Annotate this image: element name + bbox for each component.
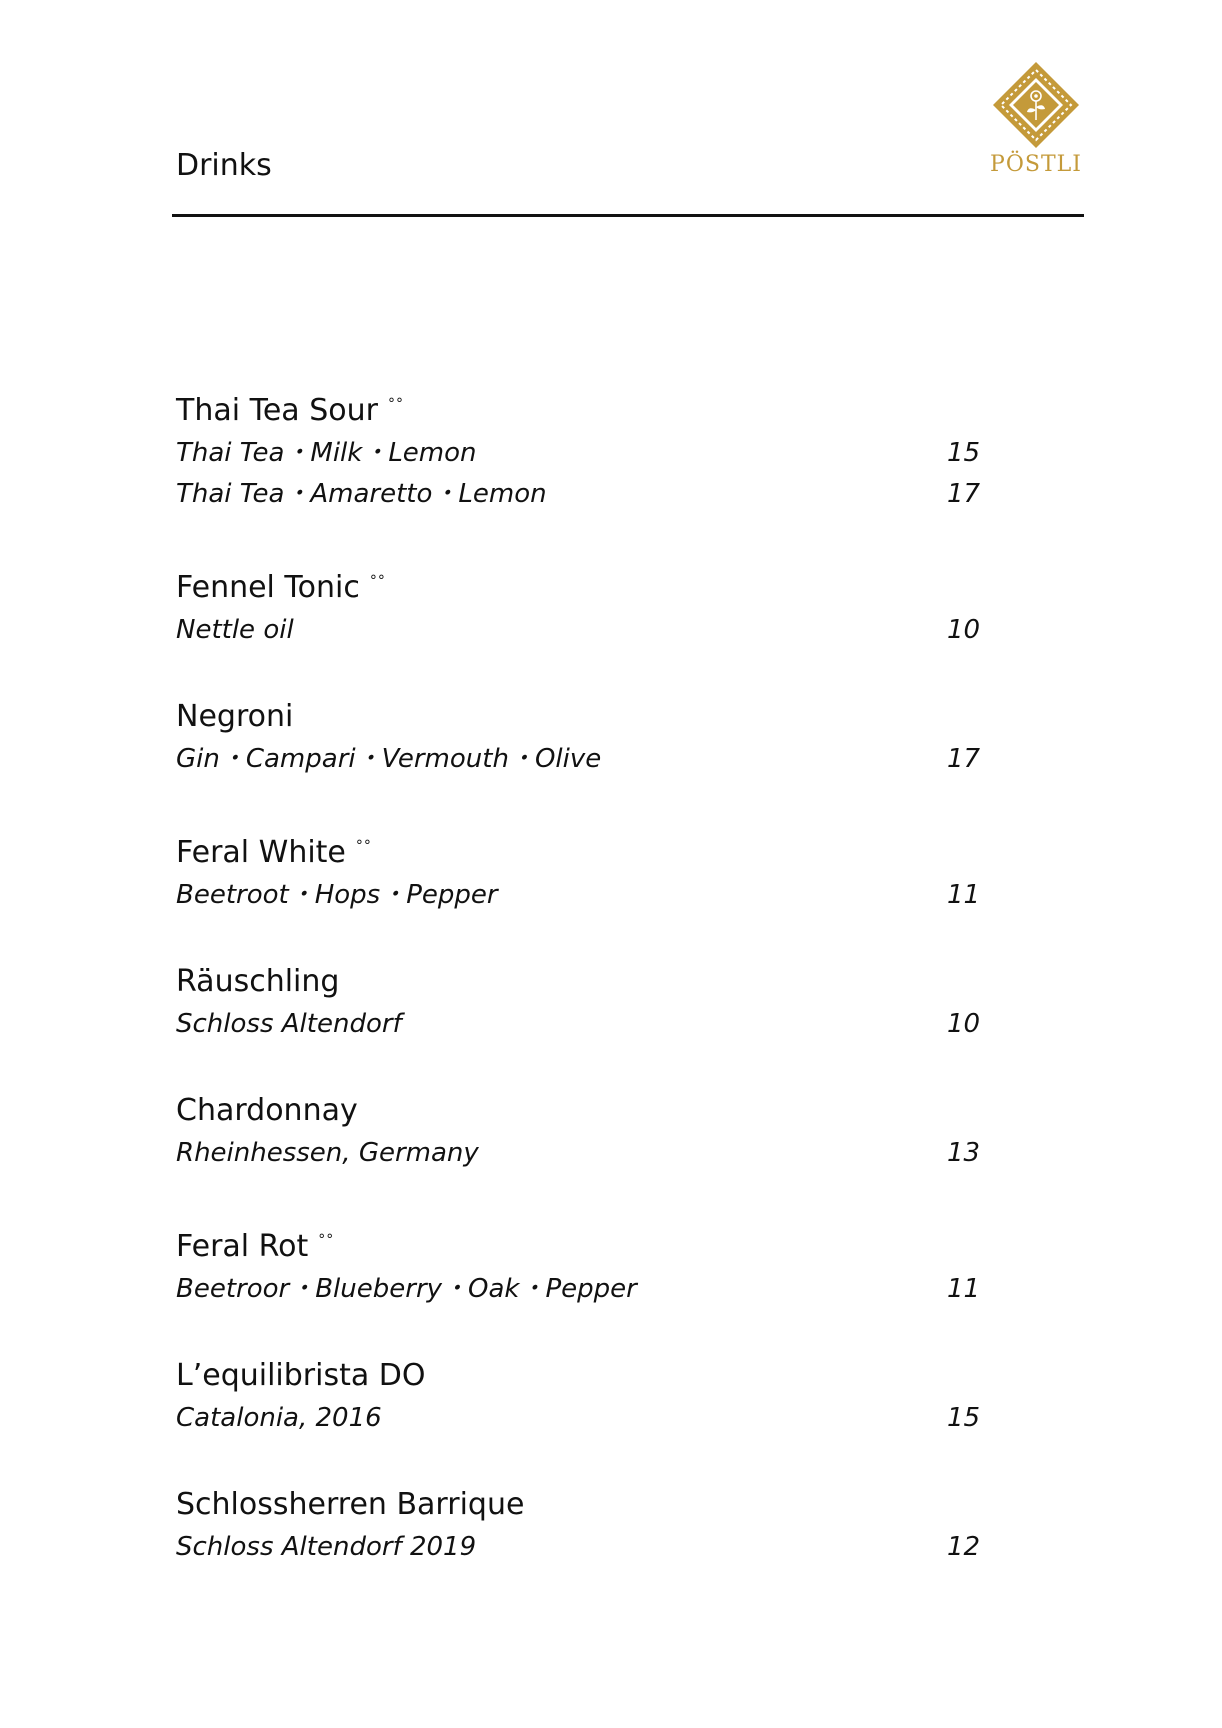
menu-item-line bbox=[176, 1398, 986, 1439]
menu-item-line bbox=[176, 739, 986, 780]
menu-item-heading bbox=[176, 1218, 986, 1269]
drink-description: Schloss Altendorf bbox=[176, 1009, 402, 1039]
drink-description: Rheinhessen, Germany bbox=[176, 1138, 479, 1168]
drink-price: 17 bbox=[947, 744, 981, 774]
drink-name: Negroni bbox=[176, 699, 294, 734]
drinks-list bbox=[176, 382, 986, 1612]
menu-item bbox=[176, 824, 986, 916]
drink-description: Catalonia, 2016 bbox=[176, 1403, 382, 1433]
drink-price: 15 bbox=[947, 1403, 981, 1433]
drink-price: 15 bbox=[947, 438, 981, 468]
menu-item-line bbox=[176, 1269, 986, 1310]
drink-price: 10 bbox=[947, 615, 981, 645]
brand-logo bbox=[986, 60, 1086, 182]
menu-item bbox=[176, 1354, 986, 1439]
drink-price: 11 bbox=[947, 880, 981, 910]
page-title: Drinks bbox=[176, 148, 272, 183]
drink-name: Räuschling bbox=[176, 964, 340, 999]
drink-price: 11 bbox=[947, 1274, 981, 1304]
drink-marker: °° bbox=[369, 573, 386, 589]
menu-item bbox=[176, 1218, 986, 1310]
drink-description: Beetroot・Hops・Pepper bbox=[176, 880, 498, 910]
drink-name: L’equilibrista DO bbox=[176, 1358, 426, 1393]
menu-item-heading bbox=[176, 824, 986, 875]
menu-item-heading bbox=[176, 960, 986, 1004]
drink-marker: °° bbox=[387, 396, 404, 412]
header-divider bbox=[172, 214, 1084, 217]
menu-item-line bbox=[176, 875, 986, 916]
menu-item-heading bbox=[176, 382, 986, 433]
menu-item-line bbox=[176, 1527, 986, 1568]
drink-description: Gin・Campari・Vermouth・Olive bbox=[176, 744, 602, 774]
menu-item-line bbox=[176, 1133, 986, 1174]
drink-description: Thai Tea・Amaretto・Lemon bbox=[176, 479, 547, 509]
logo-emblem-icon bbox=[991, 60, 1081, 150]
drink-name: Schlossherren Barrique bbox=[176, 1487, 525, 1522]
menu-item bbox=[176, 382, 986, 515]
drink-name: Feral Rot bbox=[176, 1229, 309, 1264]
menu-item-heading bbox=[176, 1089, 986, 1133]
drink-price: 13 bbox=[947, 1138, 981, 1168]
menu-item-heading bbox=[176, 1354, 986, 1398]
menu-item bbox=[176, 695, 986, 780]
menu-item-line bbox=[176, 433, 986, 474]
drink-description: Beetroor・Blueberry・Oak・Pepper bbox=[176, 1274, 637, 1304]
menu-item-heading bbox=[176, 1483, 986, 1527]
drink-price: 17 bbox=[947, 479, 981, 509]
drink-price: 10 bbox=[947, 1009, 981, 1039]
menu-item-heading bbox=[176, 695, 986, 739]
drink-name: Feral White bbox=[176, 835, 346, 870]
drink-name: Fennel Tonic bbox=[176, 570, 360, 605]
logo-text: PÖSTLI bbox=[990, 152, 1082, 177]
drink-marker: °° bbox=[355, 838, 372, 854]
menu-item bbox=[176, 559, 986, 651]
drink-description: Nettle oil bbox=[176, 615, 294, 645]
menu-item-line bbox=[176, 1004, 986, 1045]
drink-marker: °° bbox=[318, 1232, 335, 1248]
drink-name: Chardonnay bbox=[176, 1093, 358, 1128]
menu-item bbox=[176, 960, 986, 1045]
menu-item-line bbox=[176, 474, 986, 515]
drink-description: Thai Tea・Milk・Lemon bbox=[176, 438, 477, 468]
menu-item bbox=[176, 1089, 986, 1174]
drink-description: Schloss Altendorf 2019 bbox=[176, 1532, 477, 1562]
menu-item-line bbox=[176, 610, 986, 651]
drink-price: 12 bbox=[947, 1532, 981, 1562]
drink-name: Thai Tea Sour bbox=[176, 393, 378, 428]
menu-item-heading bbox=[176, 559, 986, 610]
menu-item bbox=[176, 1483, 986, 1568]
